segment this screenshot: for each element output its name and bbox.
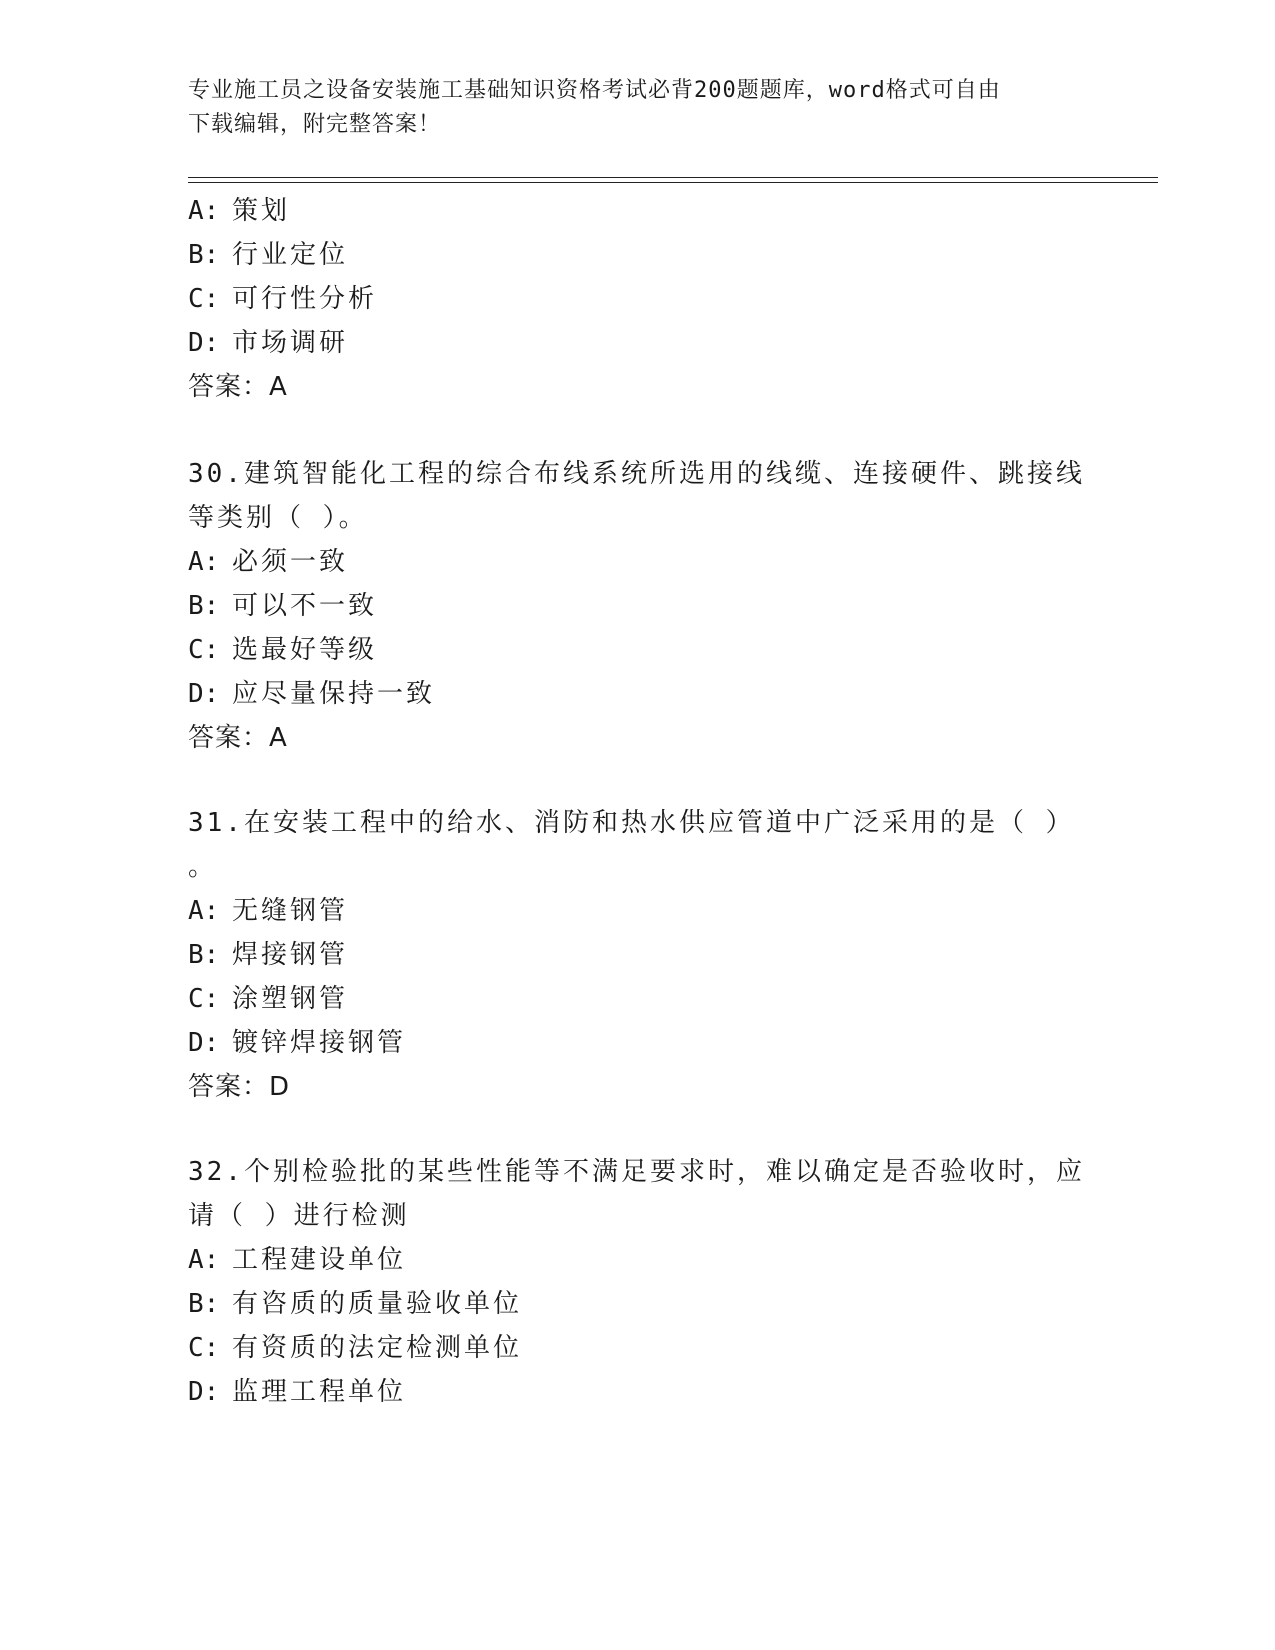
option-text: 有咨质的质量验收单位: [232, 1289, 523, 1319]
option-text: 应尽量保持一致: [232, 679, 436, 709]
option-letter: A:: [188, 896, 220, 926]
option-text: 策划: [232, 196, 291, 226]
q29-answer: 答案：A: [188, 372, 288, 402]
q29-option-a: [188, 190, 290, 227]
option-text: 无缝钢管: [232, 896, 349, 926]
option-text: 可以不一致: [232, 591, 378, 621]
option-letter: A:: [188, 196, 220, 226]
document-header: [188, 74, 1068, 142]
q32-option-d: [188, 1371, 406, 1408]
q30-answer: 答案：A: [188, 723, 288, 753]
option-text: 有资质的法定检测单位: [232, 1333, 523, 1363]
q32-option-a: [188, 1239, 406, 1276]
q31-option-a: [188, 890, 348, 927]
q30-option-b: [188, 585, 377, 622]
option-letter: B:: [188, 940, 220, 970]
option-letter: D:: [188, 1028, 220, 1058]
option-letter: C:: [188, 635, 220, 665]
q32-option-b: [188, 1283, 522, 1320]
option-letter: C:: [188, 984, 220, 1014]
option-text: 涂塑钢管: [232, 984, 349, 1014]
option-text: 选最好等级: [232, 635, 378, 665]
q31-answer: 答案：D: [188, 1072, 291, 1102]
q30-stem-line-1: 30.建筑智能化工程的综合布线系统所选用的线缆、连接硬件、跳接线: [188, 459, 1085, 489]
q30-option-d: [188, 673, 435, 710]
q29-option-b: [188, 234, 348, 271]
header-divider-bottom: [188, 182, 1158, 183]
option-letter: B:: [188, 240, 220, 270]
q31-stem-line-1: 31.在安装工程中的给水、消防和热水供应管道中广泛采用的是（ ）: [188, 808, 1075, 838]
q30-option-c: [188, 629, 377, 666]
option-letter: D:: [188, 679, 220, 709]
q32-stem-line-1: 32.个别检验批的某些性能等不满足要求时，难以确定是否验收时，应: [188, 1157, 1085, 1187]
option-text: 镀锌焊接钢管: [232, 1028, 407, 1058]
option-text: 行业定位: [232, 240, 349, 270]
option-text: 必须一致: [232, 547, 349, 577]
option-letter: C:: [188, 1333, 220, 1363]
q31-option-b: [188, 934, 348, 971]
option-text: 可行性分析: [232, 284, 378, 314]
q30-option-a: [188, 541, 348, 578]
option-letter: C:: [188, 284, 220, 314]
q29-option-d: [188, 322, 348, 359]
option-text: 工程建设单位: [232, 1245, 407, 1275]
q31-option-d: [188, 1022, 406, 1059]
option-letter: B:: [188, 1289, 220, 1319]
option-text: 监理工程单位: [232, 1377, 407, 1407]
option-letter: A:: [188, 547, 220, 577]
q32-option-c: [188, 1327, 522, 1364]
header-divider-top: [188, 177, 1158, 178]
option-letter: D:: [188, 1377, 220, 1407]
q31-option-c: [188, 978, 348, 1015]
option-letter: B:: [188, 591, 220, 621]
header-line-2: 下载编辑，附完整答案！: [188, 112, 442, 137]
option-text: 市场调研: [232, 328, 349, 358]
option-text: 焊接钢管: [232, 940, 349, 970]
option-letter: D:: [188, 328, 220, 358]
header-line-1: 专业施工员之设备安装施工基础知识资格考试必背200题题库，word格式可自由: [188, 78, 1001, 103]
q32-stem-line-2: 请（ ）进行检测: [188, 1201, 410, 1231]
q29-option-c: [188, 278, 377, 315]
option-letter: A:: [188, 1245, 220, 1275]
q30-stem-line-2: 等类别（ ）。: [188, 503, 368, 533]
q31-stem-line-2: 。: [188, 852, 218, 882]
